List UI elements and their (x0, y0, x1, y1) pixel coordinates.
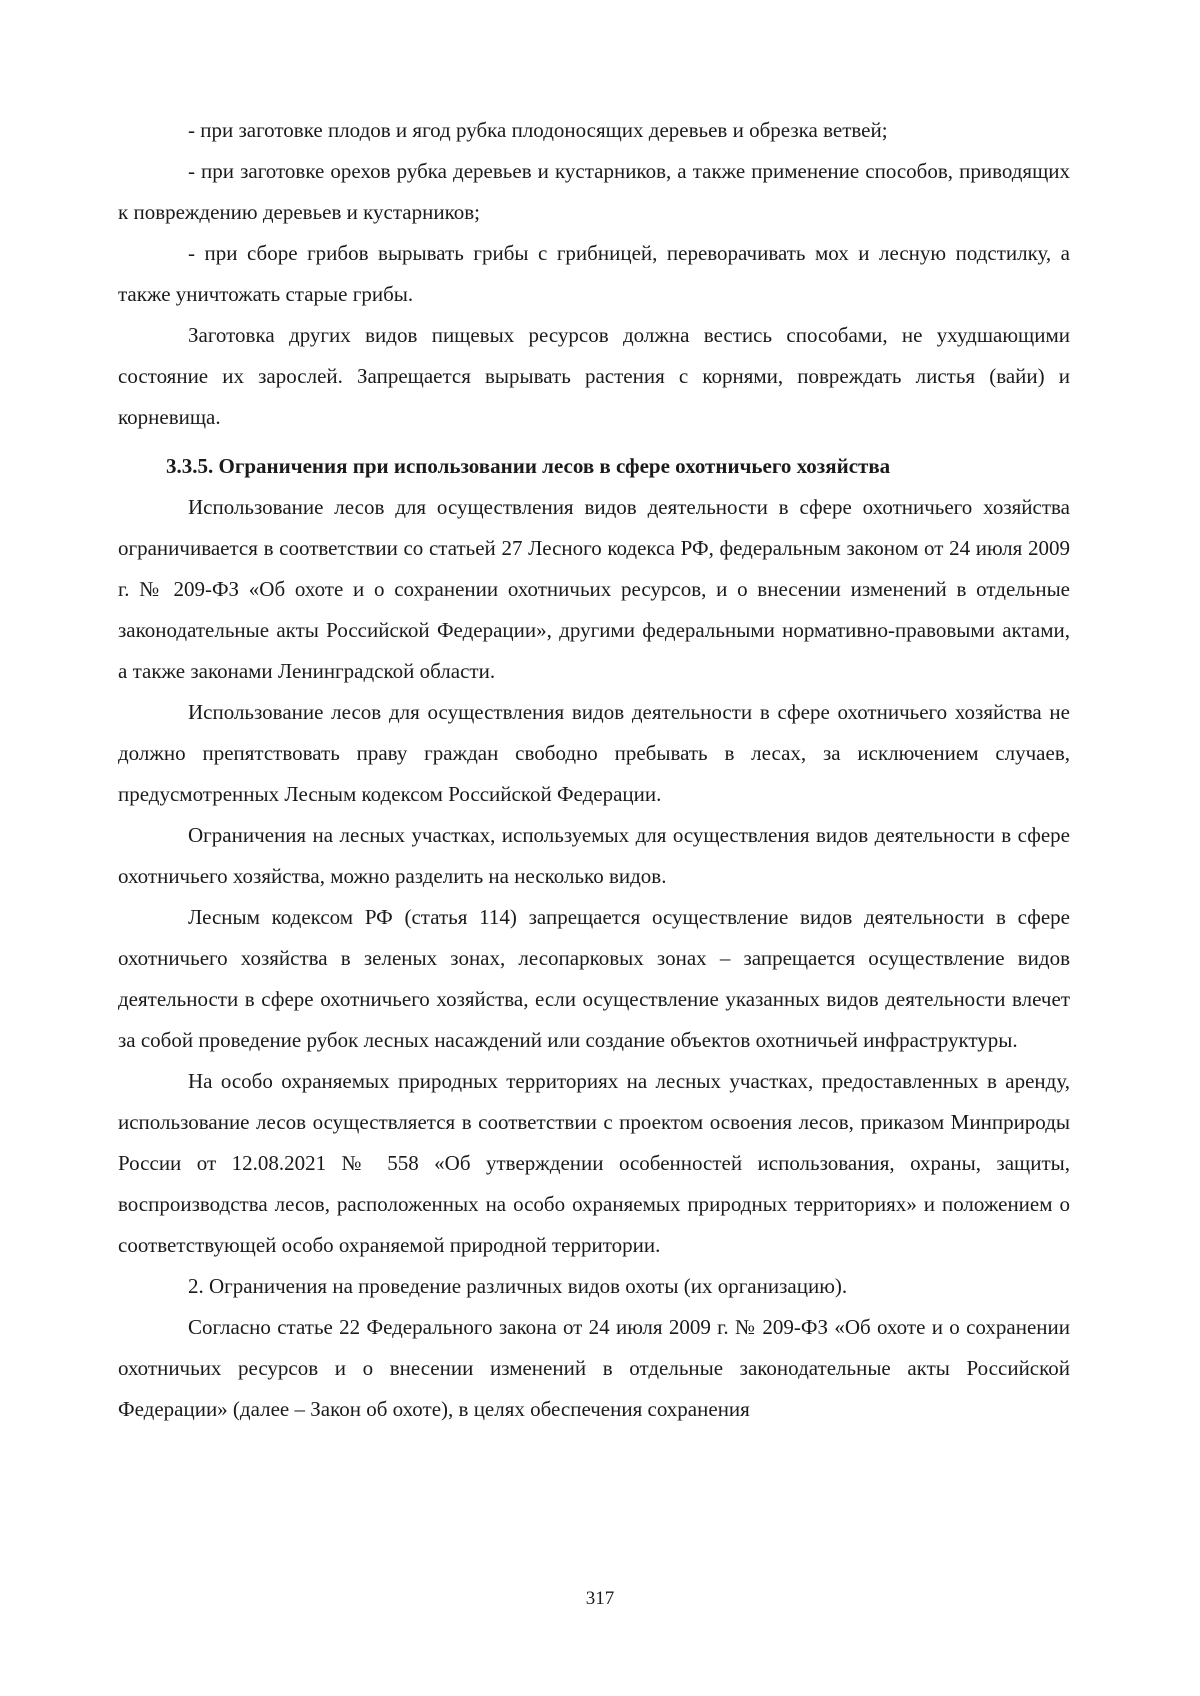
paragraph-article-22: Согласно статье 22 Федерального закона от 24 июля 2009 г. № 209-ФЗ «Об охоте и о сохранении охотничьих ресурсов и о внесении изменений в отдельные законодательные акты Российской Федерации» (далее – Закон об охоте), в целях обеспечения сохранения (118, 1315, 1070, 1421)
paragraph-other-food-resources: Заготовка других видов пищевых ресурсов должна вестись способами, не ухудшающими состояние их зарослей. Запрещается вырывать растения с корнями, повреждать листья (вайи) и корневища. (118, 323, 1070, 429)
section-heading: 3.3.5. Ограничения при использовании лесов в сфере охотничьего хозяйства (166, 454, 891, 478)
paragraph-restriction-types: Ограничения на лесных участках, используемых для осуществления видов деятельности в сфере охотничьего хозяйства, можно разделить на несколько видов. (118, 823, 1070, 888)
document-body (118, 110, 1070, 1430)
paragraph-forest-code-article-114: Лесным кодексом РФ (статья 114) запрещается осуществление видов деятельности в сфере охотничьего хозяйства в зеленых зонах, лесопарковых зонах – запрещается осуществление видов деятельности в сфере охотничьего хозяйства, если осуществление указанных видов деятельности влечет за собой проведение рубок лесных насаждений или создание объектов охотничьей инфраструктуры. (118, 905, 1070, 1052)
paragraph-citizens-access: Использование лесов для осуществления видов деятельности в сфере охотничьего хозяйства не должно препятствовать праву граждан свободно пребывать в лесах, за исключением случаев, предусмотренных Лесным кодексом Российской Федерации. (118, 700, 1070, 806)
paragraph-protected-areas: На особо охраняемых природных территориях на лесных участках, предоставленных в аренду, использование лесов осуществляется в соответствии с проектом освоения лесов, приказом Минприроды России от 12.08.2021 № 558 «Об утверждении особенностей использования, охраны, защиты, воспроизводства лесов, расположенных на особо охраняемых природных территориях» и положением о соответствующей особо охраняемой природной территории. (118, 1069, 1070, 1257)
paragraph-hunting-restrictions-basis: Использование лесов для осуществления видов деятельности в сфере охотничьего хозяйства ограничивается в соответствии со статьей 27 Лесного кодекса РФ, федеральным законом от 24 июля 2009 г. № 209-ФЗ «Об охоте и о сохранении охотничьих ресурсов, и о внесении изменений в отдельные законодательные акты Российской Федерации», другими федеральными нормативно-правовыми актами, а также законами Ленинградской области. (118, 495, 1070, 683)
paragraph-mushroom-gathering: - при сборе грибов вырывать грибы с грибницей, переворачивать мох и лесную подстилку, а также уничтожать старые грибы. (118, 241, 1070, 306)
paragraph-hunting-types-restrictions: 2. Ограничения на проведение различных видов охоты (их организацию). (188, 1274, 848, 1298)
paragraph-fruit-harvesting: - при заготовке плодов и ягод рубка плодоносящих деревьев и обрезка ветвей; (188, 118, 888, 142)
paragraph-nut-harvesting: - при заготовке орехов рубка деревьев и кустарников, а также применение способов, приводящих к повреждению деревьев и кустарников; (118, 159, 1070, 224)
page-number: 317 (585, 1588, 615, 1609)
